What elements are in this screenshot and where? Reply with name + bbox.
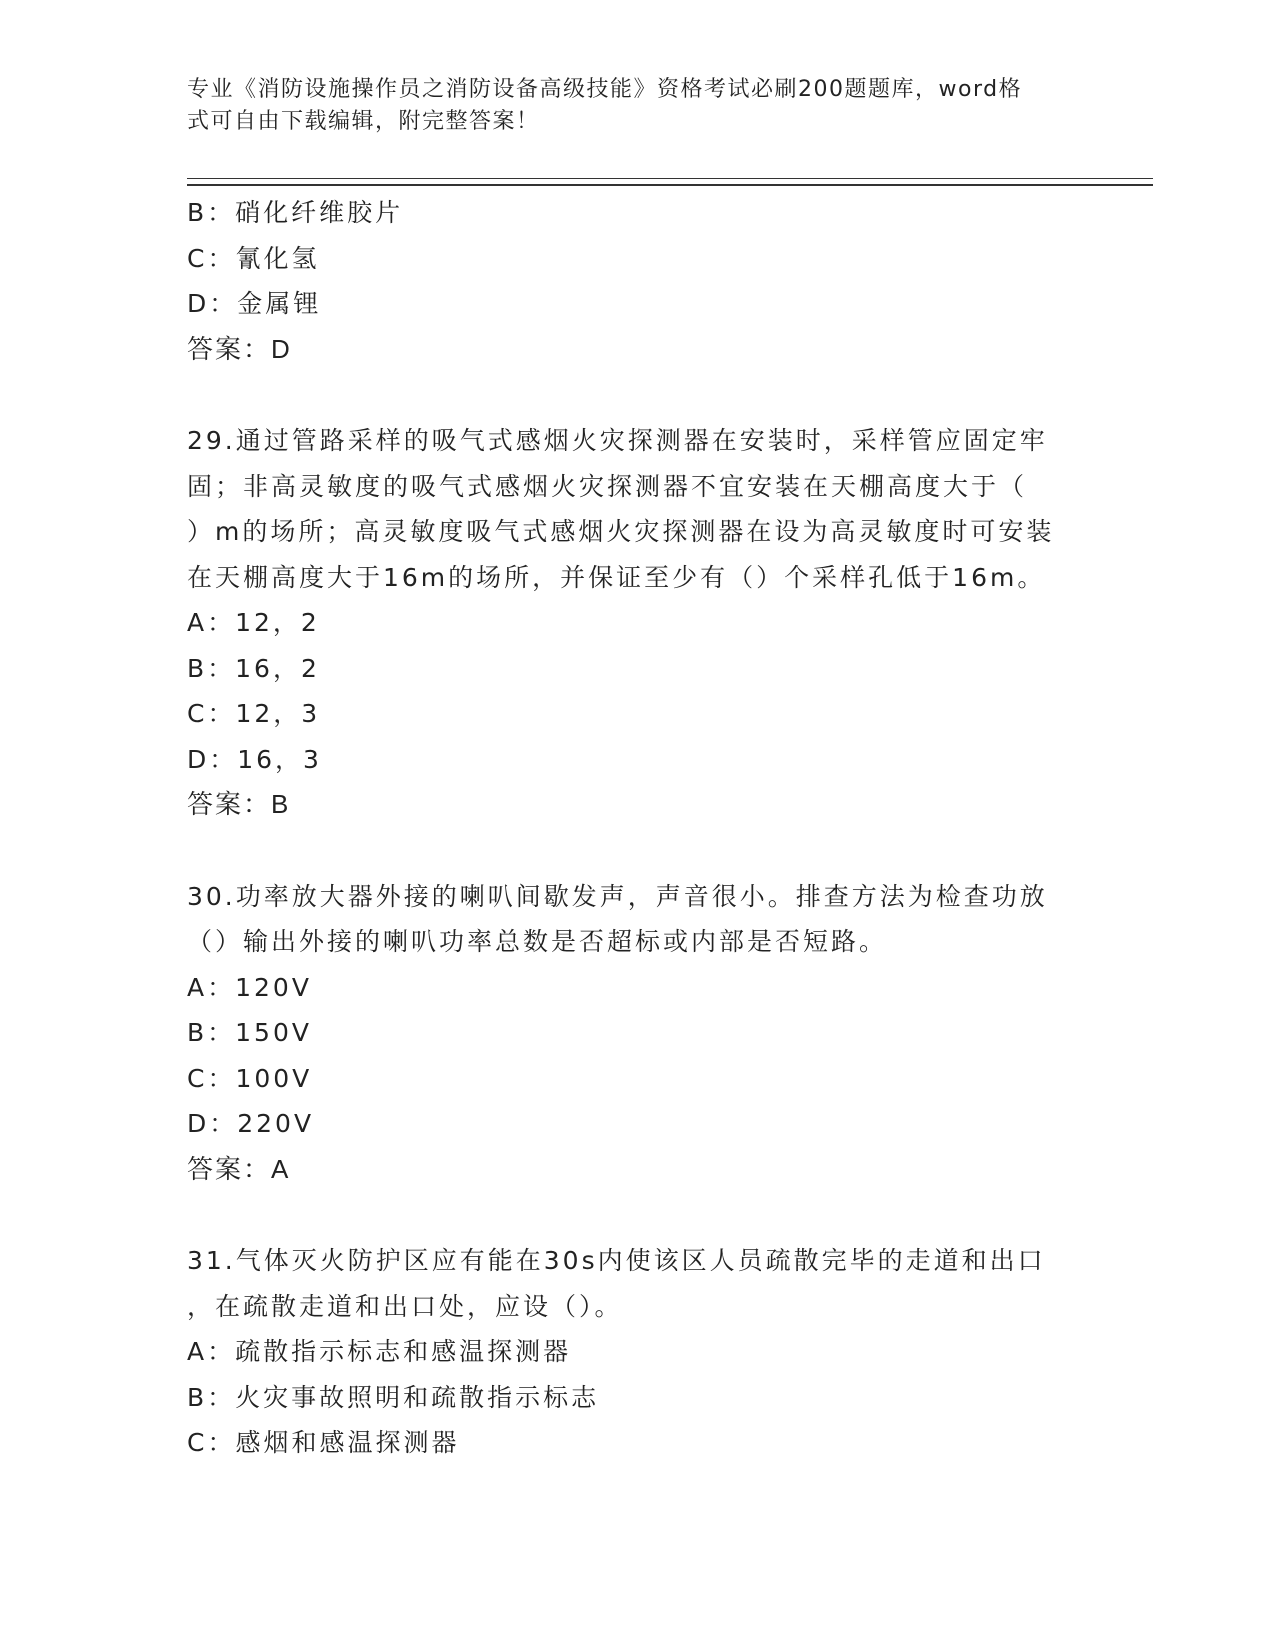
question-text-line: （）输出外接的喇叭功率总数是否超标或内部是否短路。 xyxy=(187,927,888,956)
answer-line: 答案：A xyxy=(187,1153,291,1184)
header-line-1: 专业《消防设施操作员之消防设备高级技能》资格考试必刷200题题库，word格 xyxy=(187,77,1023,102)
option-c: C：感烟和感温探测器 xyxy=(187,1428,460,1457)
spacer xyxy=(187,372,1087,418)
option-c: C：100V xyxy=(187,1063,313,1093)
option-a: A：120V xyxy=(187,972,312,1002)
question-text-line: 30.功率放大器外接的喇叭间歇发声，声音很小。排查方法为检查功放 xyxy=(187,881,1048,911)
question-29 xyxy=(187,418,1087,828)
question-text xyxy=(187,1238,1087,1329)
option-d: D：220V xyxy=(187,1109,315,1138)
question-text xyxy=(187,418,1087,600)
question-text-line: 在天棚高度大于16m的场所，并保证至少有（）个采样孔低于16m。 xyxy=(187,562,1046,592)
question-text-line: ，在疏散走道和出口处，应设（）。 xyxy=(187,1291,623,1321)
question-text-line: 固；非高灵敏度的吸气式感烟火灾探测器不宜安装在天棚高度大于（ xyxy=(187,471,1028,501)
header-divider xyxy=(187,178,1153,186)
option-a: A：疏散指示标志和感温探测器 xyxy=(187,1337,572,1366)
answer-line: 答案：B xyxy=(187,789,291,819)
option-b: B：火灾事故照明和疏散指示标志 xyxy=(187,1382,600,1412)
option-a: A：12，2 xyxy=(187,608,320,637)
document-body xyxy=(187,190,1087,1466)
question-text-line: ）m的场所；高灵敏度吸气式感烟火灾探测器在设为高灵敏度时可安装 xyxy=(187,517,1055,546)
option-c: C：氰化氢 xyxy=(187,243,320,273)
option-b: B：150V xyxy=(187,1018,312,1047)
spacer xyxy=(187,828,1087,874)
option-d: D：16，3 xyxy=(187,744,322,774)
option-c: C：12，3 xyxy=(187,699,321,728)
header-line-2: 式可自由下载编辑，附完整答案！ xyxy=(187,109,540,134)
question-text xyxy=(187,874,1087,965)
question-text-line: 31.气体灭火防护区应有能在30s内使该区人员疏散完毕的走道和出口 xyxy=(187,1246,1046,1275)
answer-line: 答案：D xyxy=(187,333,292,364)
page-header xyxy=(187,74,1067,138)
option-b: B：16，2 xyxy=(187,653,320,683)
question-28 xyxy=(187,190,1087,372)
question-text-line: 29.通过管路采样的吸气式感烟火灾探测器在安装时，采样管应固定牢 xyxy=(187,426,1048,455)
spacer xyxy=(187,1192,1087,1238)
question-30 xyxy=(187,874,1087,1193)
option-d: D：金属锂 xyxy=(187,289,322,318)
option-b: B：硝化纤维胶片 xyxy=(187,198,404,227)
question-31 xyxy=(187,1238,1087,1466)
